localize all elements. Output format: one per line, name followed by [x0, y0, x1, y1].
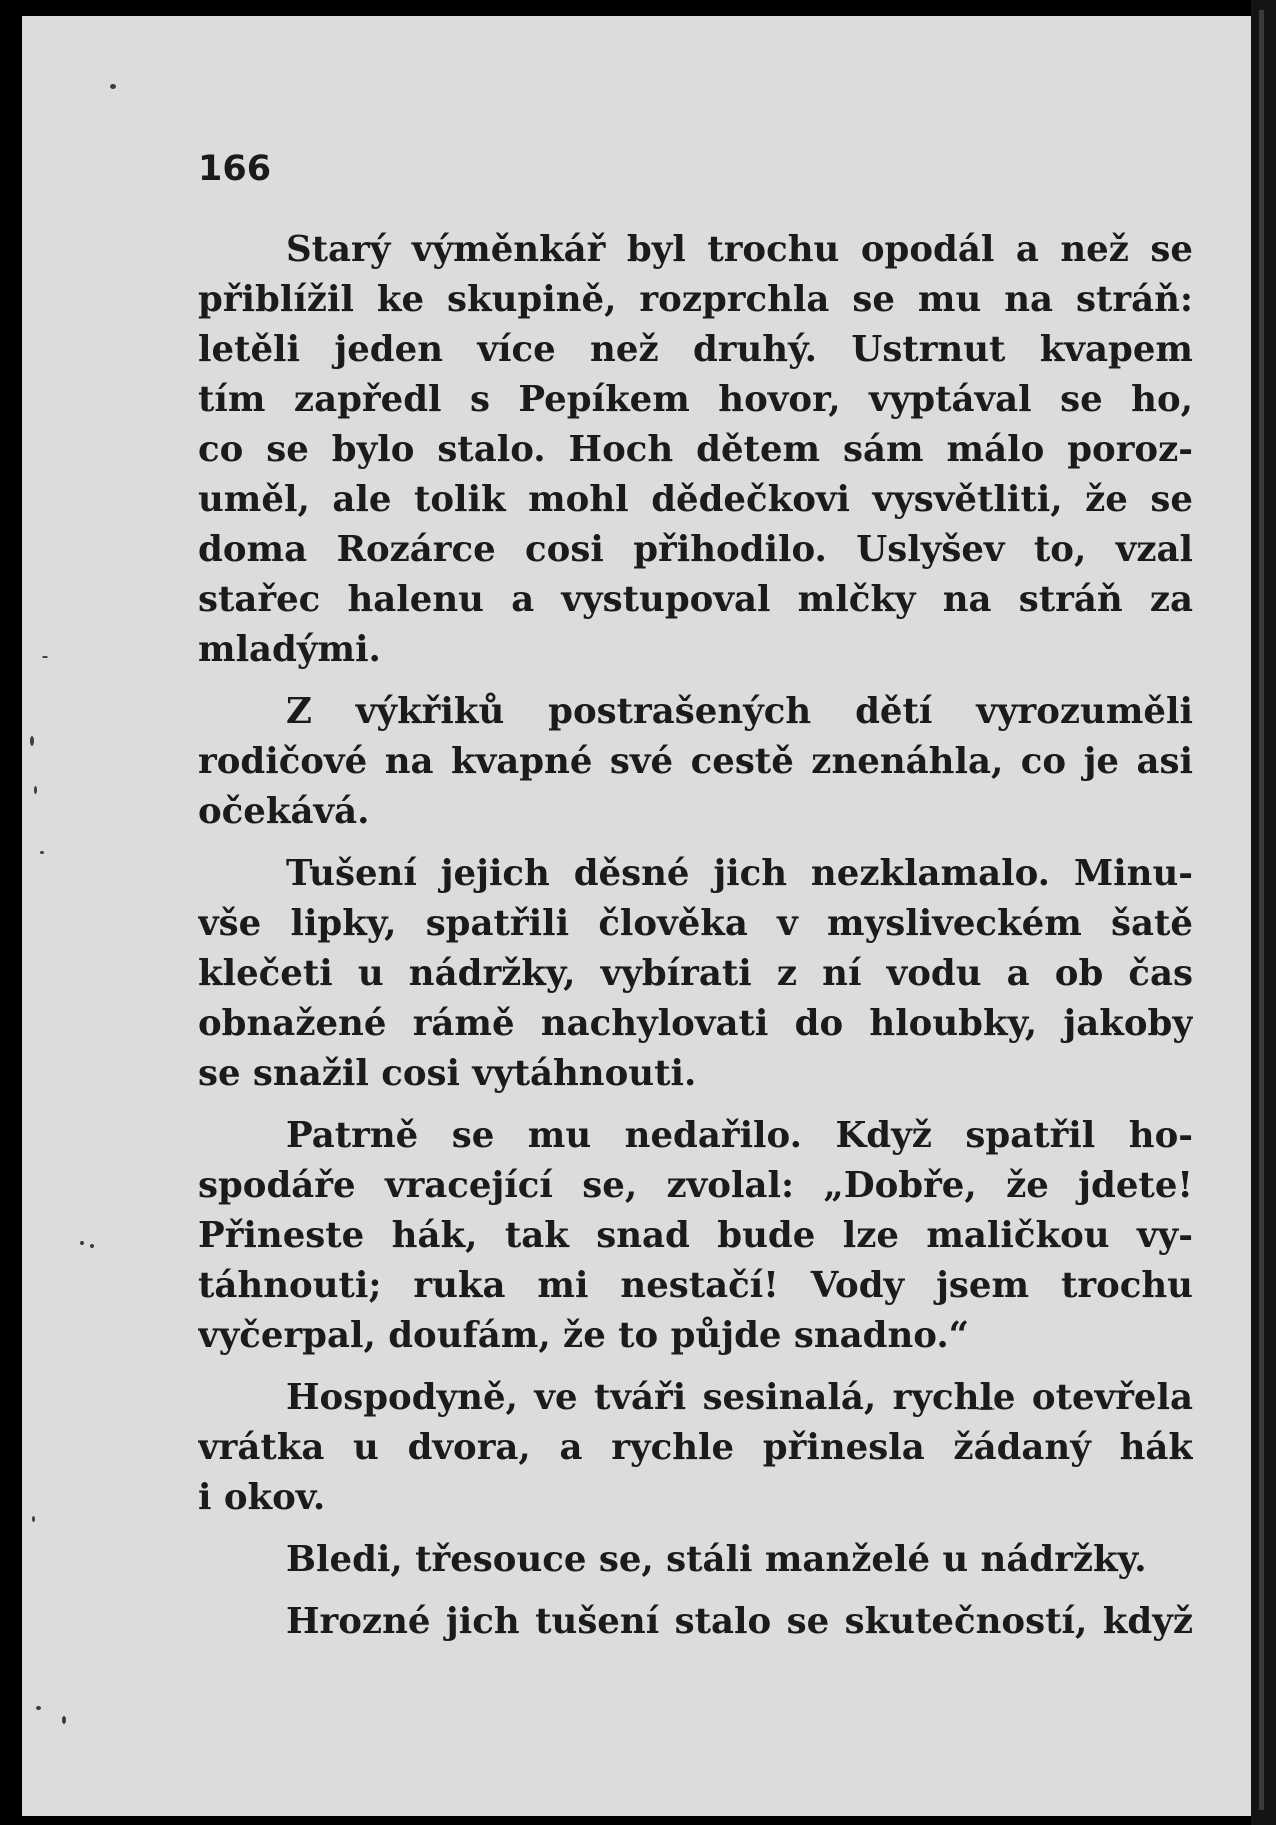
- text-line: očekává.: [198, 791, 370, 832]
- paragraph-2: [198, 687, 1193, 837]
- paragraph-6: [198, 1535, 1193, 1585]
- text-line: vrátka u dvora, a rychle přinesla žádaný hák: [198, 1427, 1193, 1468]
- paragraph-5: [198, 1373, 1193, 1523]
- scan-edge-line: [1259, 10, 1264, 1810]
- text-line: uměl, ale tolik mohl dědečkovi vysvětliti, že se: [198, 479, 1193, 520]
- text-line: doma Rozárce cosi přihodilo. Uslyšev to, vzal: [198, 529, 1193, 570]
- text-line: Tušení jejich děsné jich nezklamalo. Minu-: [286, 853, 1193, 894]
- text-line: táhnouti; ruka mi nestačí! Vody jsem trochu: [198, 1265, 1193, 1306]
- text-line: Hrozné jich tušení stalo se skutečností, když: [286, 1601, 1193, 1642]
- text-line: i okov.: [198, 1477, 326, 1518]
- text-line: Z výkřiků postrašených dětí vyrozuměli: [286, 691, 1193, 732]
- scan-edge: [1251, 0, 1276, 1825]
- text-line: Hospodyně, ve tváři sesinalá, rychle otevřela: [286, 1377, 1193, 1418]
- text-line: letěli jeden více než druhý. Ustrnut kvapem: [198, 329, 1193, 370]
- page-number: 166: [198, 149, 272, 189]
- text-line: přiblížil ke skupině, rozprchla se mu na stráň:: [198, 279, 1193, 320]
- text-block: [198, 143, 1193, 1647]
- paragraph-3: [198, 849, 1193, 1099]
- book-page: [22, 16, 1251, 1816]
- text-line: stařec halenu a vystupoval mlčky na stráň za: [198, 579, 1193, 620]
- paragraph-1: [198, 225, 1193, 675]
- text-line: spodáře vracející se, zvolal: „Dobře, že jdete!: [198, 1165, 1193, 1206]
- text-line: Starý výměnkář byl trochu opodál a než se: [286, 229, 1193, 270]
- paragraph-7: [198, 1597, 1193, 1647]
- text-line: vše lipky, spatřili člověka v mysliveckém šatě: [198, 903, 1193, 944]
- text-line: obnažené rámě nachylovati do hloubky, jakoby: [198, 1003, 1193, 1044]
- text-line: co se bylo stalo. Hoch dětem sám málo poroz-: [198, 429, 1193, 470]
- text-line: se snažil cosi vytáhnouti.: [198, 1053, 697, 1094]
- text-line: tím zapředl s Pepíkem hovor, vyptával se ho,: [198, 379, 1193, 420]
- text-line: vyčerpal, doufám, že to půjde snadno.“: [198, 1315, 970, 1356]
- text-line: Přineste hák, tak snad bude lze maličkou vy-: [198, 1215, 1193, 1256]
- text-line: mladými.: [198, 629, 381, 670]
- text-line: rodičové na kvapné své cestě znenáhla, co je asi: [198, 741, 1193, 782]
- text-line: klečeti u nádržky, vybírati z ní vodu a ob čas: [198, 953, 1193, 994]
- text-line: Bledi, třesouce se, stáli manželé u nádržky.: [286, 1539, 1147, 1580]
- text-line: Patrně se mu nedařilo. Když spatřil ho-: [286, 1115, 1193, 1156]
- paragraph-4: [198, 1111, 1193, 1361]
